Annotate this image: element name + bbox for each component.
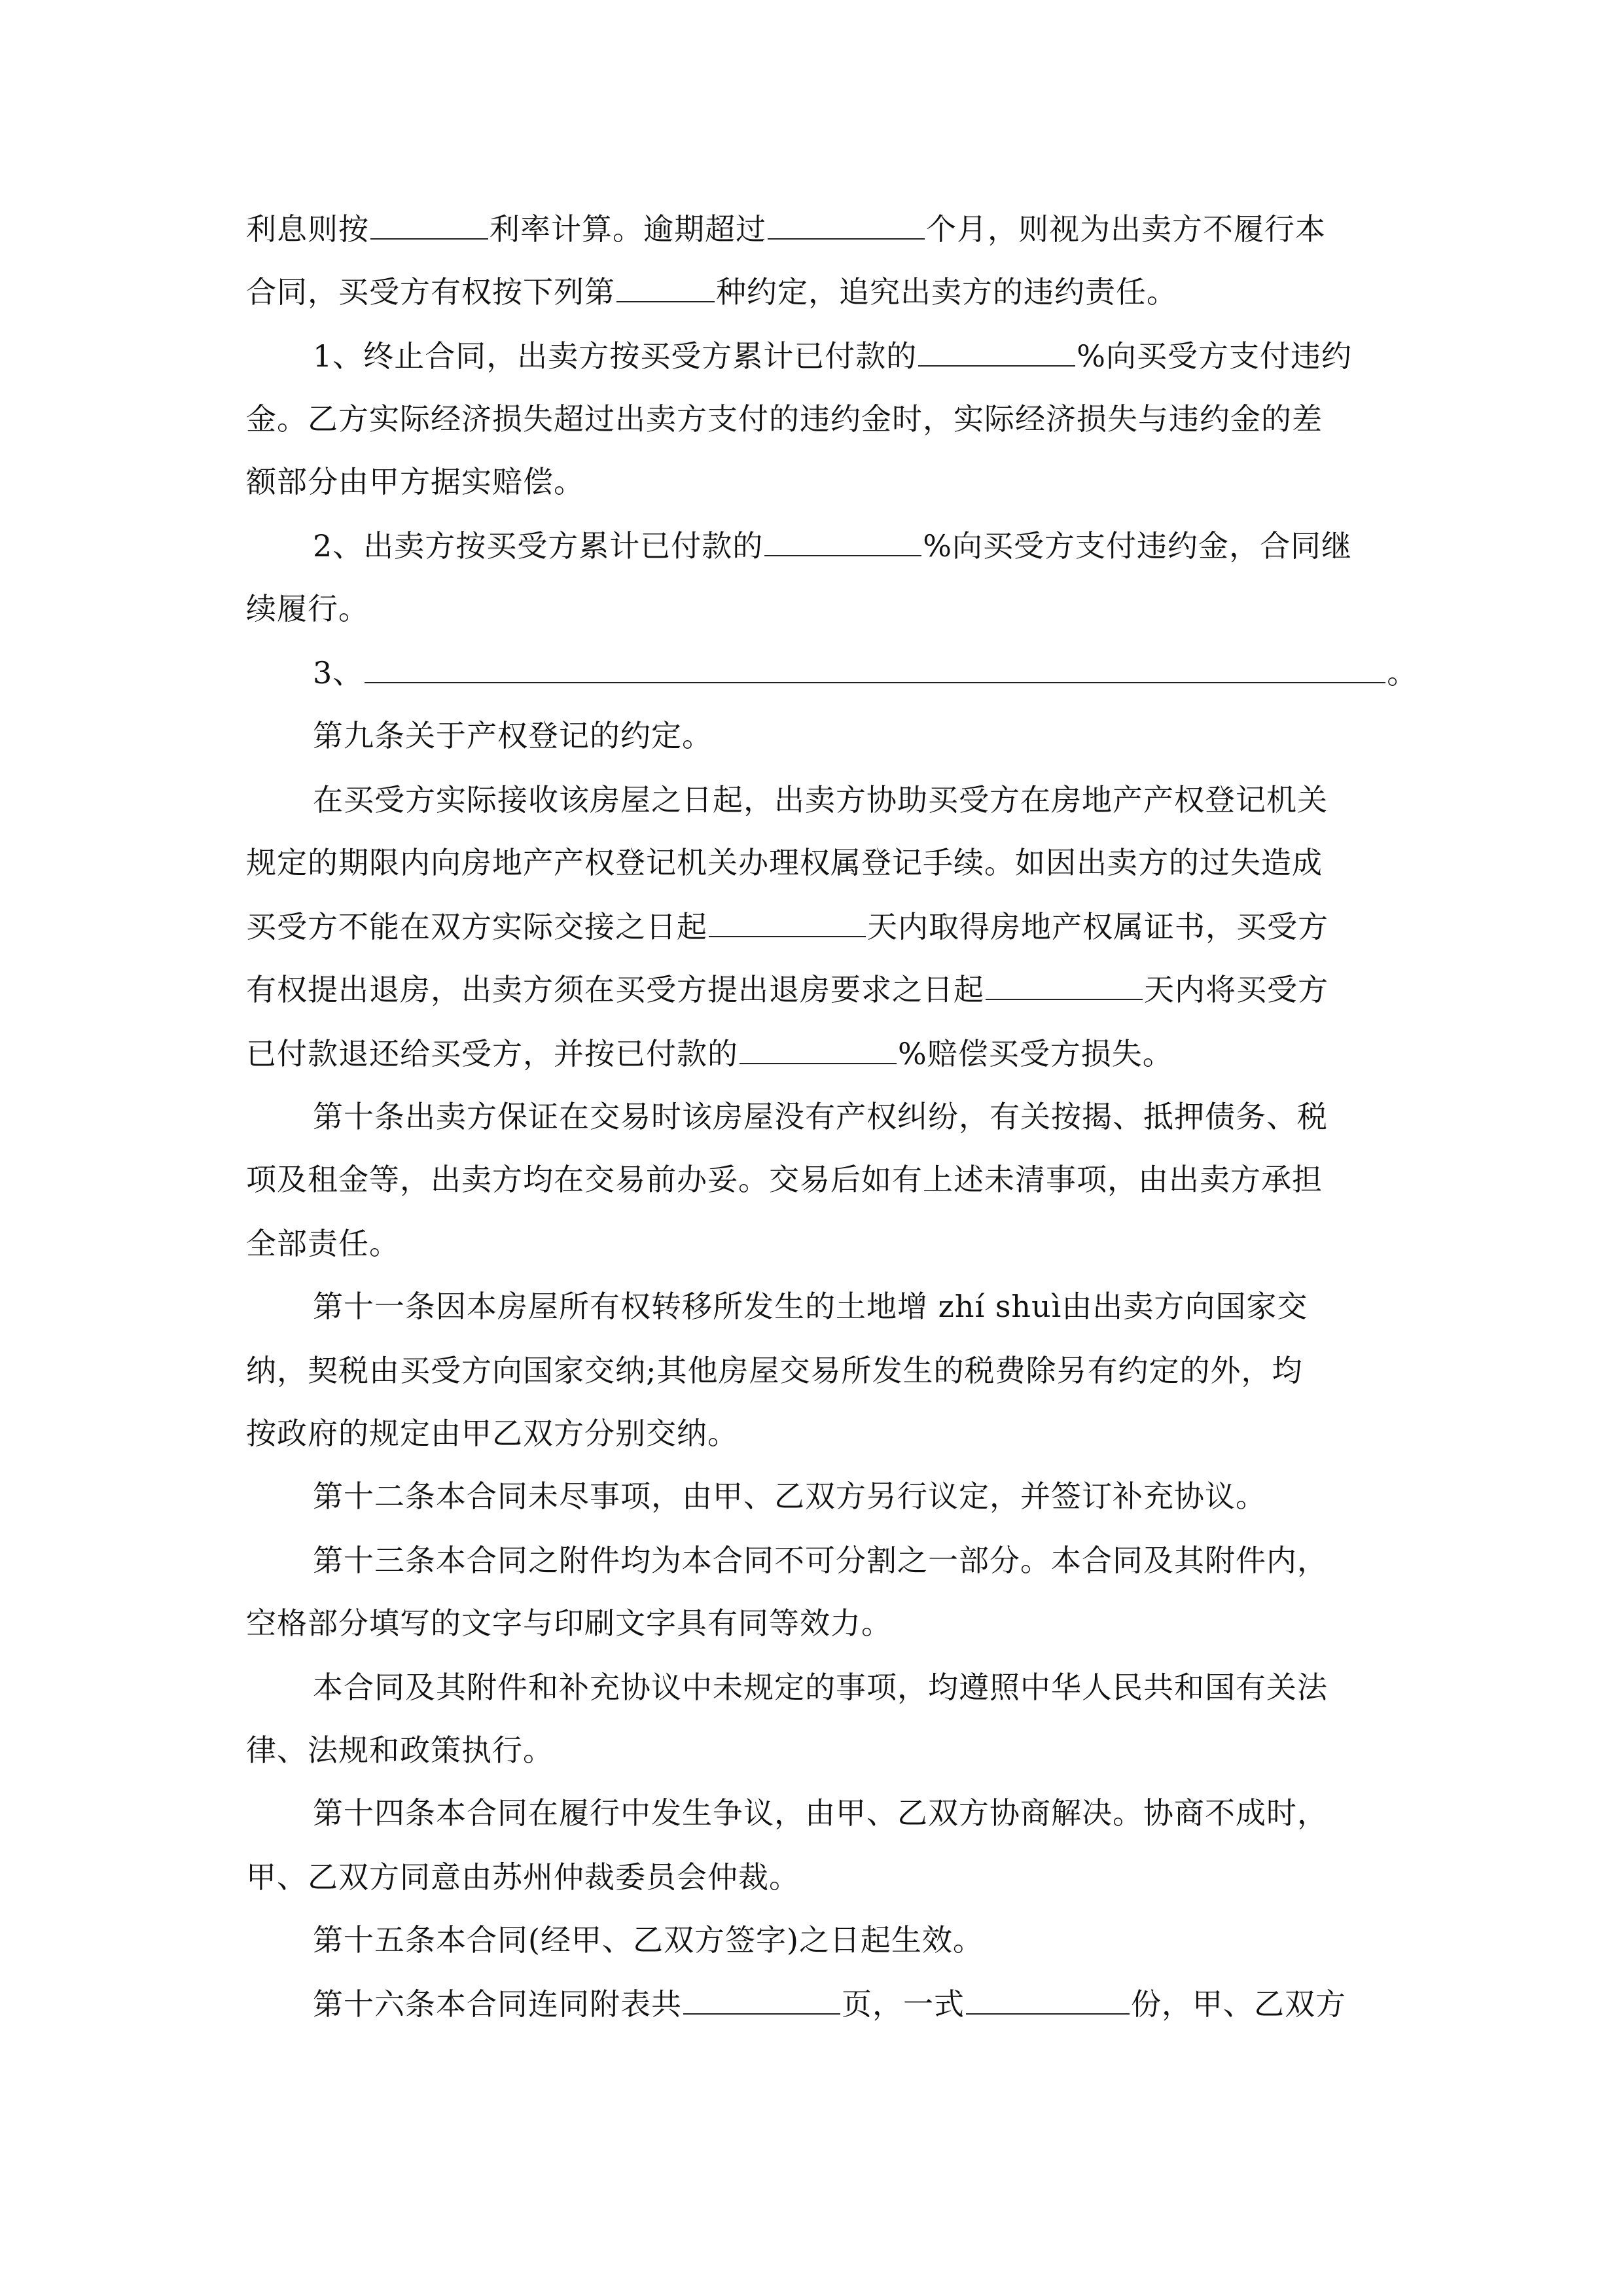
text-line-16: 项及租金等，出卖方均在交易前办妥。交易后如有上述未清事项，由出卖方承担 [246,1162,1323,1197]
section-heading-16: 第十六条本合同连同附表共 页，一式 份，甲、乙双方 [313,1984,1346,2024]
fill-blank [918,336,1075,367]
section-heading-9: 第九条关于产权登记的约定。 [313,718,713,753]
text-line-3: 1、终止合同，出卖方按买受方累计已付款的 %向买受方支付违约 [313,336,1352,376]
fill-blank [740,1034,897,1064]
text-line-2: 合同，买受方有权按下列第 种约定，追究出卖方的违约责任。 [246,272,1177,312]
fill-blank [370,209,488,240]
text-line-17: 全部责任。 [246,1226,400,1261]
section-heading-15: 第十五条本合同(经甲、乙双方签字)之日起生效。 [313,1922,984,1958]
text-line-10: 在买受方实际接收该房屋之日起，出卖方协助买受方在房地产产权登记机关 [313,782,1328,817]
text-line-1: 利息则按 利率计算。逾期超过 个月，则视为出卖方不履行本 [246,209,1326,249]
section-heading-12: 第十二条本合同未尽事项，由甲、乙双方另行议定，并签订补充协议。 [313,1479,1266,1514]
text-line-6: 2、出卖方按买受方累计已付款的 %向买受方支付违约金，合同继 [313,526,1352,565]
fill-blank [365,653,1385,683]
section-heading-10: 第十条出卖方保证在交易时该房屋没有产权纠纷，有关按揭、抵押债务、税 [313,1099,1328,1134]
text-line-11: 规定的期限内向房地产产权登记机关办理权属登记手续。如因出卖方的过失造成 [246,845,1323,880]
text-line-19: 纳，契税由买受方向国家交纳;其他房屋交易所发生的税费除另有约定的外，均 [246,1353,1303,1388]
text-line-20: 按政府的规定由甲乙双方分别交纳。 [246,1416,738,1451]
text-line-24: 本合同及其附件和补充协议中未规定的事项，均遵照中华人民共和国有关法 [313,1670,1328,1705]
fill-blank [764,526,921,556]
fill-blank [616,272,715,302]
text-line-27: 甲、乙双方同意由苏州仲裁委员会仲裁。 [246,1859,800,1895]
fill-blank [986,970,1143,1000]
section-heading-11: 第十一条因本房屋所有权转移所发生的土地增 zhí shuì由出卖方向国家交 [313,1289,1308,1324]
text-line-4: 金。乙方实际经济损失超过出卖方支付的违约金时，实际经济损失与违约金的差 [246,401,1323,437]
text-line-12: 买受方不能在双方实际交接之日起 天内取得房地产权属证书，买受方 [246,907,1329,946]
section-heading-14: 第十四条本合同在履行中发生争议，由甲、乙双方协商解决。协商不成时， [313,1795,1328,1831]
text-line-13: 有权提出退房，出卖方须在买受方提出退房要求之日起 天内将买受方 [246,970,1329,1009]
text-line-5: 额部分由甲方据实赔偿。 [246,464,584,499]
fill-blank [683,1984,840,2015]
text-line-25: 律、法规和政策执行。 [246,1732,554,1768]
text-line-23: 空格部分填写的文字与印刷文字具有同等效力。 [246,1605,892,1641]
section-heading-13: 第十三条本合同之附件均为本合同不可分割之一部分。本合同及其附件内， [313,1543,1328,1578]
fill-blank [768,209,925,240]
text-line-7: 续履行。 [246,591,369,626]
text-line-14: 已付款退还给买受方，并按已付款的 %赔偿买受方损失。 [246,1034,1173,1073]
fill-blank [709,907,866,937]
text-line-8: 3、 。 [313,653,1418,692]
fill-blank [966,1984,1130,2015]
